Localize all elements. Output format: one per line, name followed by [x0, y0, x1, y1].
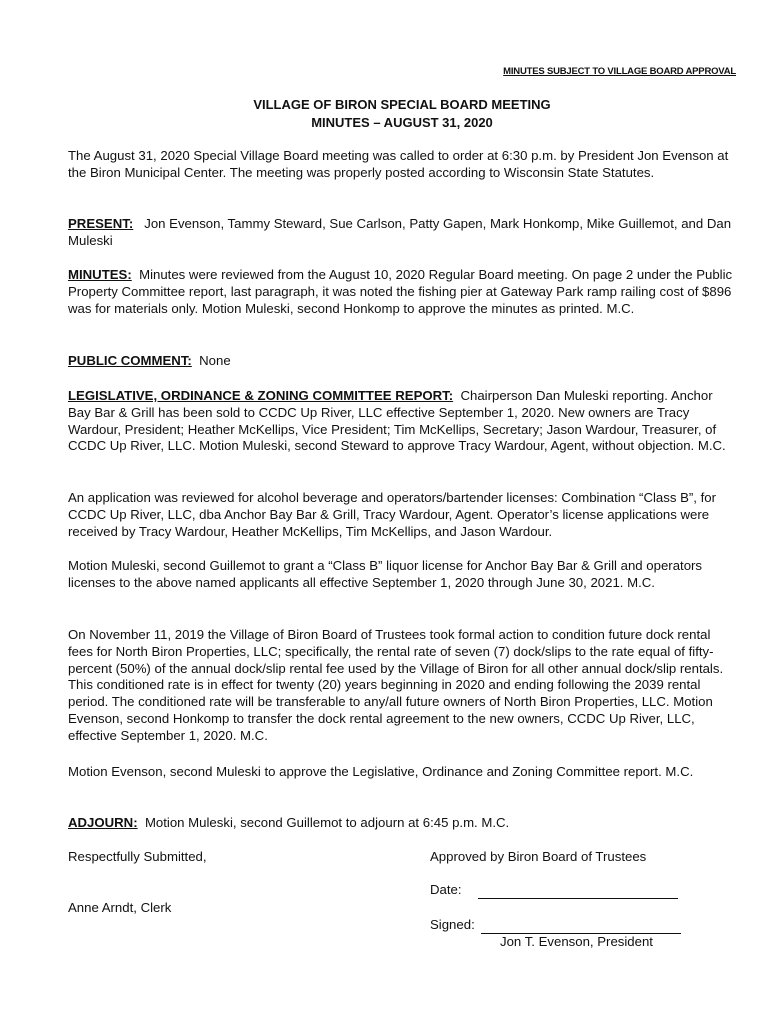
date-label: Date:: [430, 882, 462, 897]
report-motion-paragraph: Motion Evenson, second Muleski to approve the Legislative, Ordinance and Zoning Committee report. M.C.: [68, 764, 694, 779]
present-section: [68, 216, 736, 250]
license-motion-paragraph: Motion Muleski, second Guillemot to grant a “Class B” liquor license for Anchor Bay Bar & Grill and operators licenses to the above named applicants all effective September 1, 2020 through June 30, 2021. M.C.: [68, 558, 703, 590]
adjourn-section: [68, 815, 736, 832]
minutes-text: Minutes were reviewed from the August 10, 2020 Regular Board meeting. On page 2 under the Public Property Committee report, last paragraph, it was noted the fishing pier at Gateway Park ramp railing cost of $896 was for materials only. Motion Muleski, second Honkomp to approve the minutes as printed. M.C.: [68, 267, 733, 316]
signed-line: [430, 917, 681, 934]
legislative-section: [68, 388, 736, 455]
adjourn-heading: ADJOURN:: [68, 815, 138, 830]
approval-stamp: MINUTES SUBJECT TO VILLAGE BOARD APPROVAL: [503, 66, 736, 77]
minutes-heading: MINUTES:: [68, 267, 132, 282]
signed-label: Signed:: [430, 917, 475, 932]
present-text: Jon Evenson, Tammy Steward, Sue Carlson, Patty Gapen, Mark Honkomp, Mike Guillemot, and Dan Muleski: [68, 216, 732, 248]
public-comment-section: [68, 353, 736, 370]
approved-by: Approved by Biron Board of Trustees: [430, 849, 647, 864]
signature-blank: [481, 920, 681, 934]
intro-paragraph: The August 31, 2020 Special Village Board meeting was called to order at 6:30 p.m. by President Jon Evenson at the Biron Municipal Center. The meeting was properly posted according to Wisconsin State Statutes.: [68, 148, 729, 180]
clerk-name: Anne Arndt, Clerk: [68, 900, 172, 915]
respectfully-submitted: Respectfully Submitted,: [68, 849, 207, 864]
application-paragraph: An application was reviewed for alcohol beverage and operators/bartender licenses: Combination “Class B”, for CCDC Up River, LLC, dba Anchor Bay Bar & Grill, Tracy Wardour, Agent. Operator’s license applications were received by Tracy Wardour, Heather McKellips, Tim McKellips, and Jason Wardour.: [68, 490, 716, 539]
legislative-text: Chairperson Dan Muleski reporting. Anchor Bay Bar & Grill has been sold to CCDC Up River, LLC effective September 1, 2020. New owners are Tracy Wardour, President; Heather McKellips, Vice President; Tim McKellips, Secretary; Jason Wardour, Treasurer, of CCDC Up River, LLC. Motion Muleski, second Steward to approve Tracy Wardour, Agent, without objection. M.C.: [68, 388, 726, 454]
minutes-section: [68, 267, 736, 317]
present-heading: PRESENT:: [68, 216, 134, 231]
date-blank: [478, 885, 678, 899]
legislative-heading: LEGISLATIVE, ORDINANCE & ZONING COMMITTEE REPORT:: [68, 388, 454, 403]
public-comment-heading: PUBLIC COMMENT:: [68, 353, 192, 368]
president-name: Jon T. Evenson, President: [500, 934, 653, 949]
adjourn-text: Motion Muleski, second Guillemot to adjourn at 6:45 p.m. M.C.: [144, 815, 510, 830]
document-title: VILLAGE OF BIRON SPECIAL BOARD MEETING: [253, 97, 551, 112]
dock-paragraph: On November 11, 2019 the Village of Biron Board of Trustees took formal action to condition future dock rental fees for North Biron Properties, LLC; specifically, the rental rate of seven (7) dock/slips to the rate equal of fifty-percent (50%) of the annual dock/slip rental fee used by the Village of Biron for all other annual dock/slip rentals. This conditioned rate is in effect for twenty (20) years beginning in 2020 and ending following the 2039 rental period. The conditioned rate will be transferable to any/all future owners of North Biron Properties, LLC. Motion Evenson, second Honkomp to transfer the dock rental agreement to the new owners, CCDC Up River, LLC, effective September 1, 2020. M.C.: [68, 627, 724, 743]
date-line: [430, 882, 678, 899]
document-subtitle: MINUTES – AUGUST 31, 2020: [311, 115, 493, 130]
public-comment-text: None: [199, 353, 231, 368]
